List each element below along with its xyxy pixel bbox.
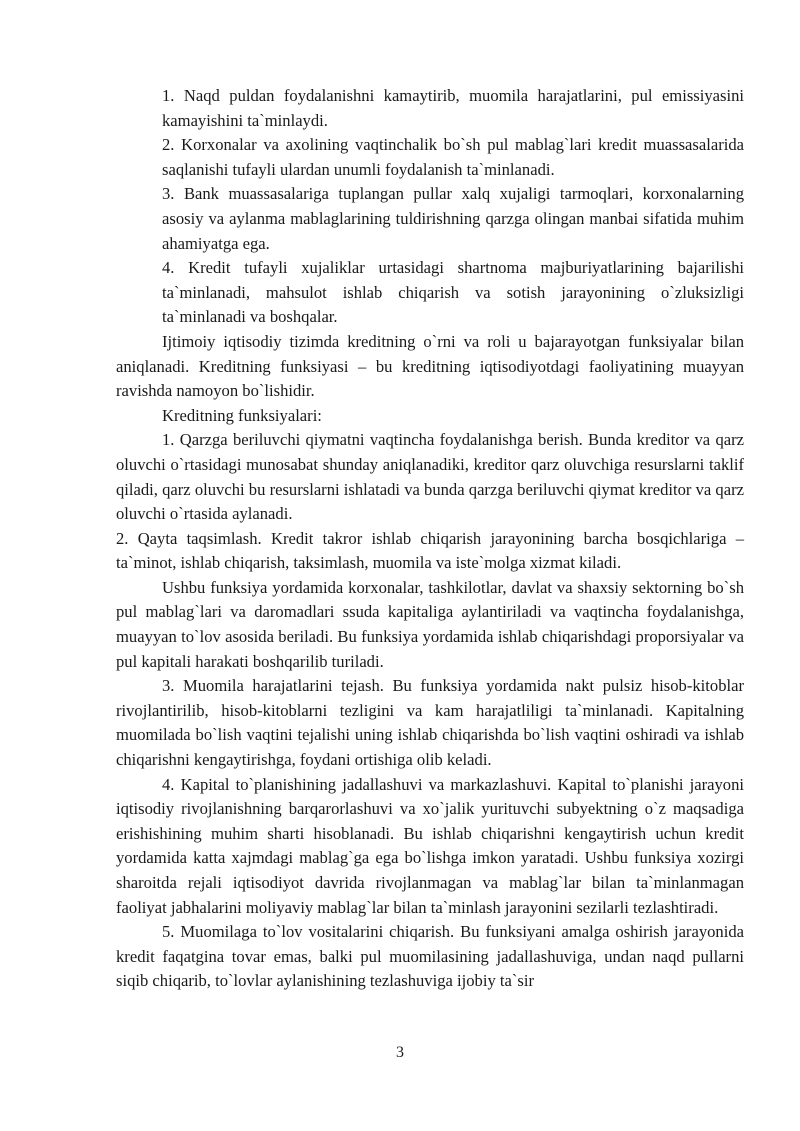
- function-2-detail-paragraph: Ushbu funksiya yordamida korxonalar, tashkilotlar, davlat va shaxsiy sektorning bo`sh pul mablag`lari va daromadlari ssuda kapitaliga aylantiriladi va vaqtincha foydalanishga, muayyan to`lov asosida beriladi. Bu funksiya yordamida ishlab chiqarishdagi proporsiyalar va pul kapitali harakati boshqarilib turiladi.: [116, 577, 744, 671]
- page-number: 3: [396, 1044, 404, 1061]
- section-heading-functions: Kreditning funksiyalari:: [162, 405, 322, 425]
- function-5-paragraph: 5. Muomilaga to`lov vositalarini chiqarish. Bu funksiyani amalga oshirish jarayonida kredit faqatgina tovar emas, balki pul muomilasining jadallashuviga, undan naqd pullarni siqib chiqarib, to`lovlar aylanishining tezlashuviga ijobiy ta`sir: [116, 922, 744, 991]
- list-item-2: 2. Korxonalar va axolining vaqtinchalik bo`sh pul mablag`lari kredit muassasalarida saqlanishi tufayli ulardan unumli foydalanish ta`minlanadi.: [162, 135, 744, 179]
- function-2-paragraph: 2. Qayta taqsimlash. Kredit takror ishlab chiqarish jarayonining barcha bosqichlariga – ta`minot, ishlab chiqarish, taksimlash, muomila va iste`molga xizmat kiladi.: [116, 528, 744, 573]
- paragraph-credit-role: Ijtimoiy iqtisodiy tizimda kreditning o`rni va roli u bajarayotgan funksiyalar bilan aniqlanadi. Kreditning funksiyasi – bu kreditning iqtisodiyotdagi faoliyatining muayyan ravishda namoyon bo`lishidir.: [116, 331, 744, 401]
- list-item-1: 1. Naqd puldan foydalanishni kamaytirib, muomila harajatlarini, pul emissiyasini kamayishini ta`minlaydi.: [162, 86, 744, 130]
- function-3-paragraph: 3. Muomila harajatlarini tejash. Bu funksiya yordamida nakt pulsiz hisob-kitoblar rivojlantirilib, hisob-kitoblarni tezligini va kam harajatliligi ta`minlanadi. Kapitalning muomilada bo`lish vaqtini tejalishi uning ishlab chiqarishda bo`lish vaqtini oshiradi va ishlab chiqarishni kengaytirishga, foydani ortishiga olib keladi.: [116, 676, 744, 770]
- function-1-paragraph: 1. Qarzga beriluvchi qiymatni vaqtincha foydalanishga berish. Bunda kreditor va qarz oluvchi o`rtasidagi munosabat shunday aniqlanadiki, kreditor qarz oluvchiga resurslarni taklif qiladi, qarz oluvchi bu resurslarni ishlatadi va bunda qarzga beriluvchi qiymat kreditor va qarz oluvchi o`rtasida aylanadi.: [116, 430, 744, 524]
- list-item-4: 4. Kredit tufayli xujaliklar urtasidagi shartnoma majburiyatlarining bajarilishi ta`minlanadi, mahsulot ishlab chiqarish va sotish jarayonining o`zluksizligi ta`minlanadi va boshqalar.: [162, 258, 744, 327]
- function-4-paragraph: 4. Kapital to`planishining jadallashuvi va markazlashuvi. Kapital to`planishi jarayoni iqtisodiy rivojlanishning barqarorlashuvi va xo`jalik yurituvchi subyektning o`z maqsadiga erishishining muhim sharti hisoblanadi. Bu ishlab chiqarishni kengaytirish uchun kredit yordamida katta xajmdagi mablag`ga ega bo`lishga imkon yaratadi. Ushbu funksiya xozirgi sharoitda rejali iqtisodiyot davrida rivojlanmagan va mablag`lar bilan ta`minlanmagan faoliyat jabhalarini moliyaviy mablag`lar bilan ta`minlash jarayonini sezilarli tezlashtiradi.: [116, 774, 744, 917]
- list-item-3: 3. Bank muassasalariga tuplangan pullar xalq xujaligi tarmoqlari, korxonalarning asosiy va aylanma mablaglarining tuldirishning qarzga olingan manbai sifatida muhim ahamiyatga ega.: [162, 184, 744, 253]
